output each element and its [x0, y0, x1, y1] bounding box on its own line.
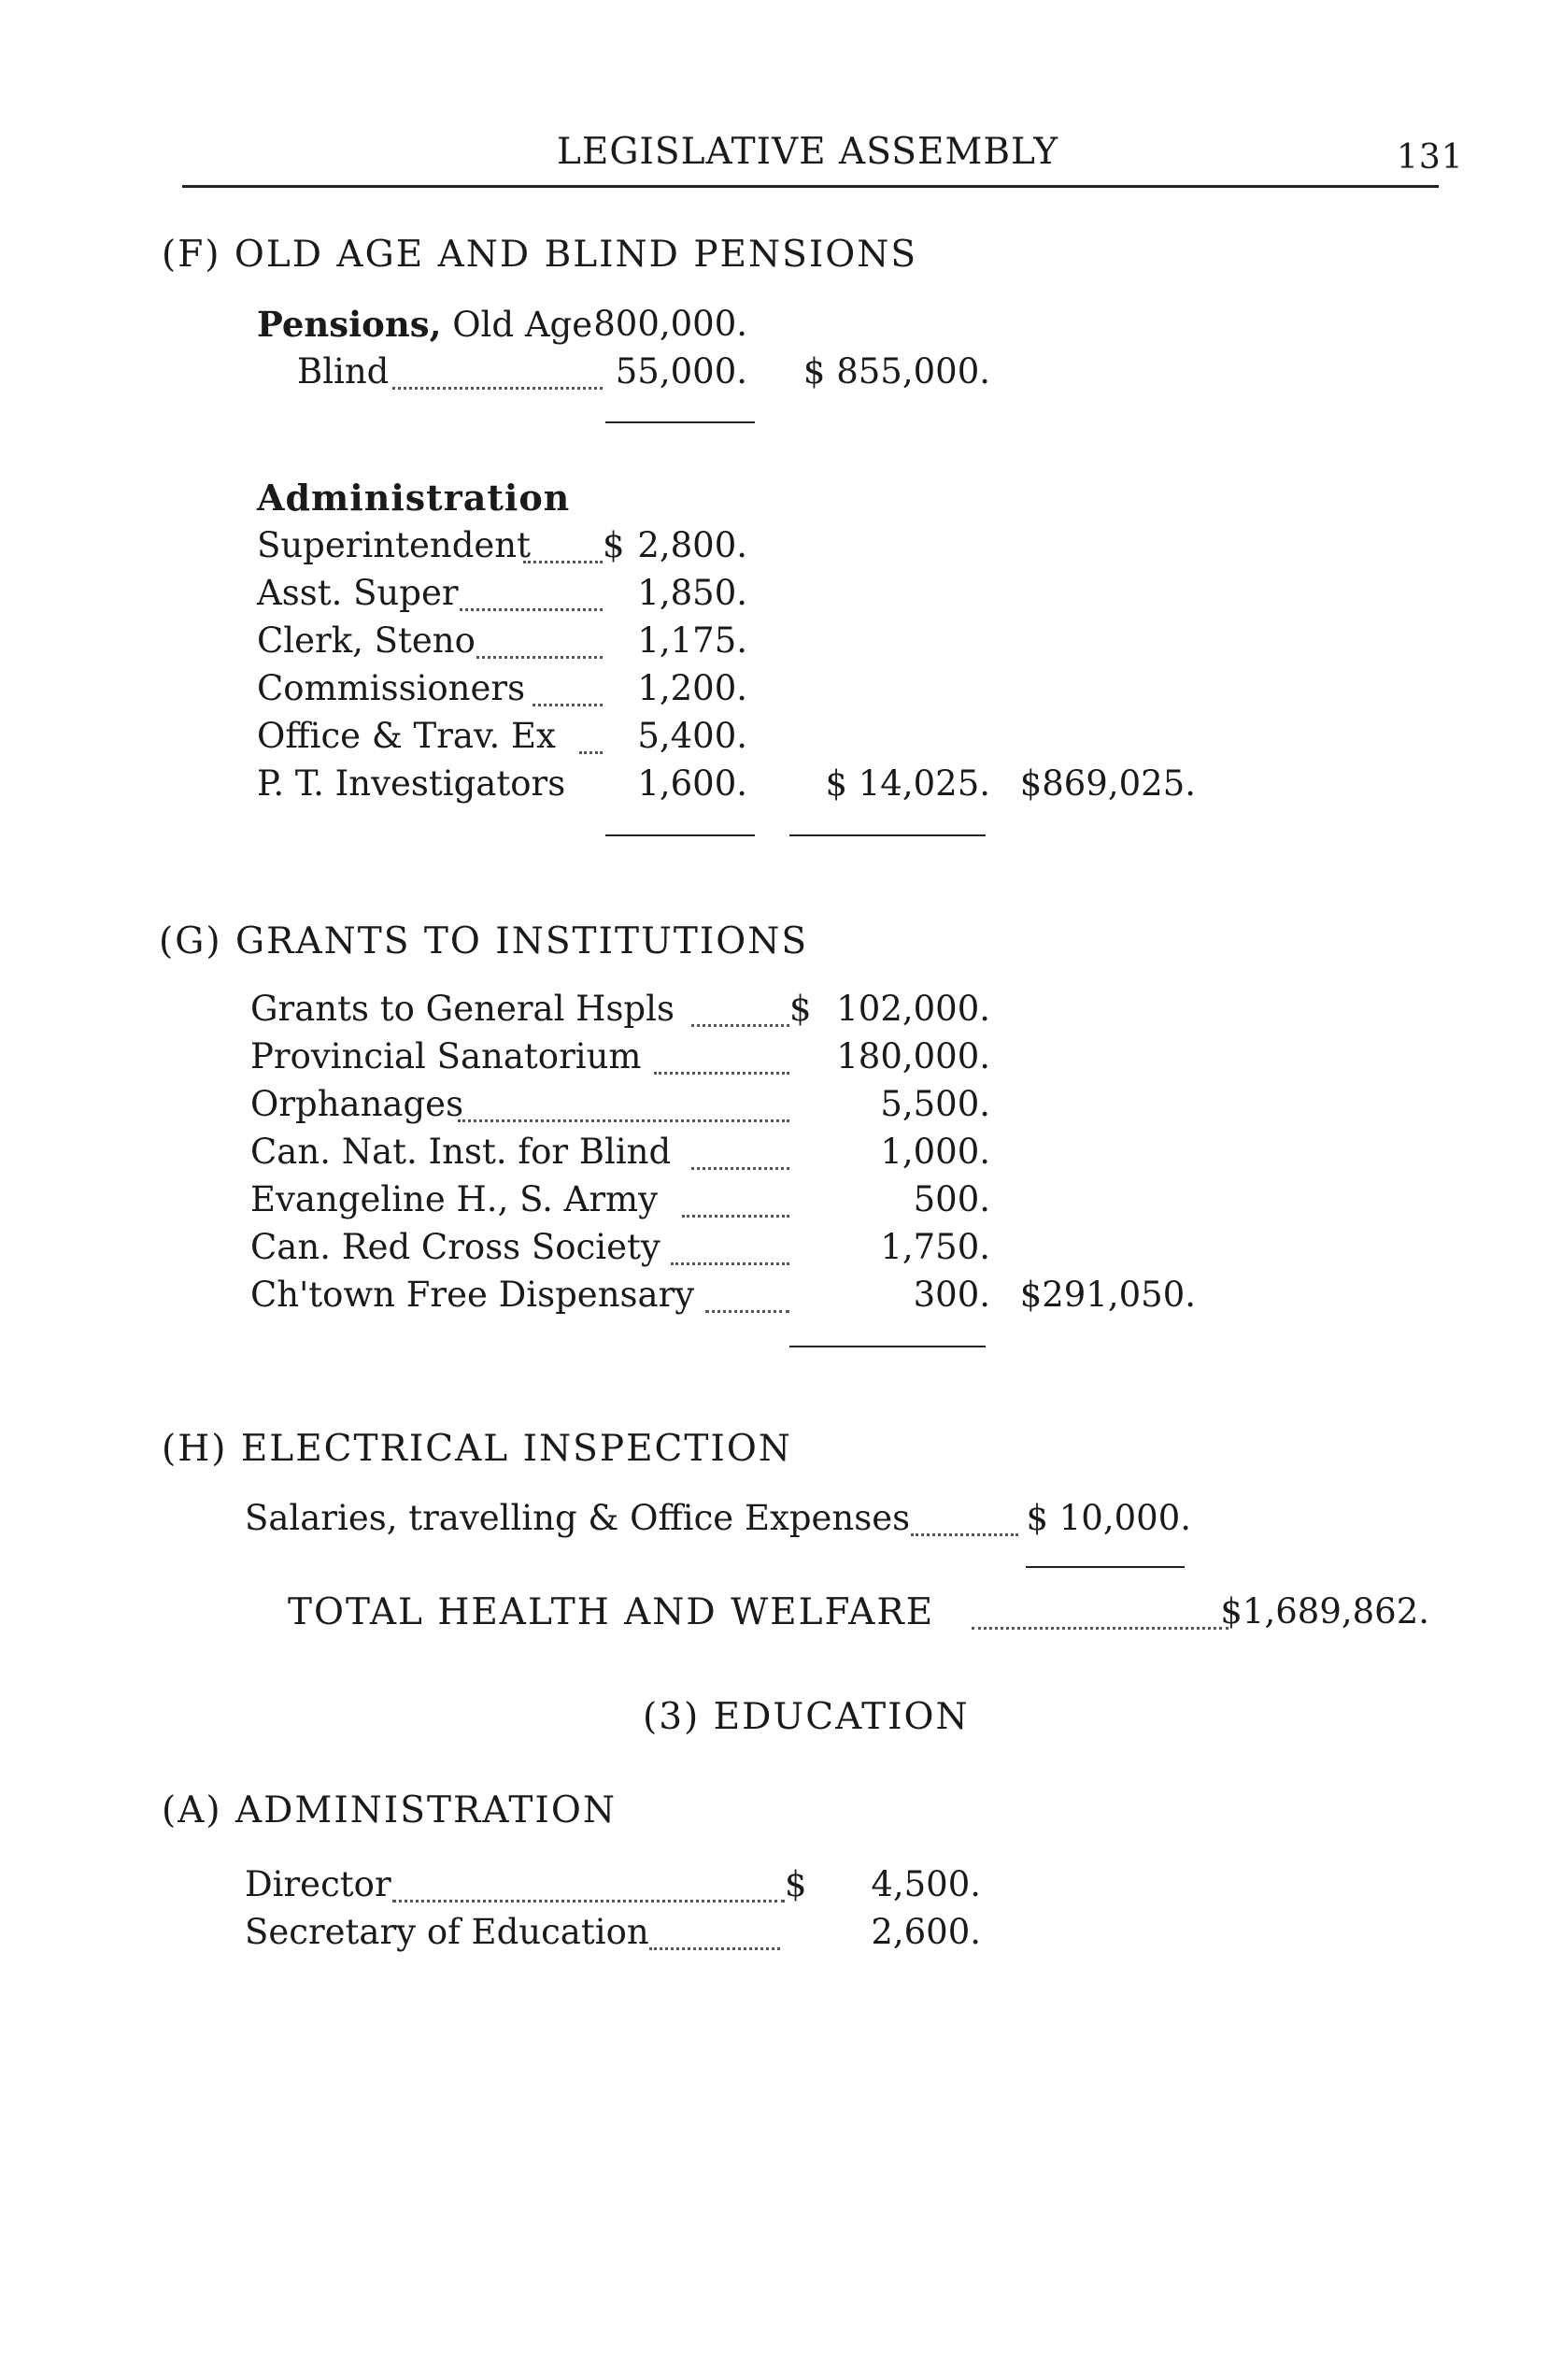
rule — [1026, 1566, 1185, 1568]
grant-item-amount: 300. — [913, 1275, 990, 1315]
section-h-heading: (H) ELECTRICAL INSPECTION — [162, 1428, 792, 1470]
header-rule — [182, 185, 1439, 188]
administration-heading: Administration — [257, 477, 571, 519]
dollar-sign: $ — [789, 989, 812, 1029]
admin-item-amount: 1,600. — [637, 763, 747, 804]
grant-item-label: Provincial Sanatorium — [250, 1036, 642, 1076]
leader-dots — [654, 1072, 789, 1075]
admin-item-amount: 5,400. — [637, 716, 747, 756]
education-item-label: Secretary of Education — [245, 1912, 649, 1952]
section-f-total: $869,025. — [1019, 763, 1196, 804]
leader-dots — [705, 1310, 789, 1313]
pensions-label: Pensions, — [257, 304, 442, 345]
admin-item-label: Superintendent — [257, 525, 531, 565]
pensions-row — [257, 304, 592, 345]
electrical-item-label: Salaries, travelling & Office Expenses — [245, 1498, 911, 1538]
leader-dots — [458, 1119, 789, 1122]
grant-item-amount: 5,500. — [880, 1084, 990, 1124]
old-age-amount: 800,000. — [593, 304, 747, 344]
pensions-total: $ 855,000. — [802, 351, 990, 392]
rule — [789, 834, 986, 836]
leader-dots — [649, 1947, 780, 1950]
leader-dots — [671, 1262, 789, 1265]
admin-item-label: Office & Trav. Ex — [257, 716, 556, 756]
leader-dots — [972, 1627, 1228, 1630]
blind-label: Blind — [297, 351, 390, 392]
admin-item-amount: 1,200. — [637, 668, 747, 708]
leader-dots — [691, 1024, 789, 1027]
rule — [605, 421, 755, 423]
admin-item-label: Asst. Super — [257, 573, 459, 613]
admin-subtotal: $ 14,025. — [825, 763, 990, 804]
grant-item-label: Evangeline H., S. Army — [250, 1179, 659, 1219]
total-amount: $1,689,862. — [1220, 1591, 1429, 1632]
grant-item-label: Can. Red Cross Society — [250, 1227, 660, 1267]
leader-dots — [682, 1215, 789, 1218]
admin-item-label: P. T. Investigators — [257, 763, 566, 804]
education-heading: (3) EDUCATION — [643, 1696, 970, 1738]
section-f-heading: (F) OLD AGE AND BLIND PENSIONS — [162, 234, 918, 276]
grant-item-label: Ch'town Free Dispensary — [250, 1275, 695, 1315]
dollar-sign: $ — [603, 525, 625, 565]
leader-dots — [392, 1900, 785, 1903]
electrical-item-amount: $ 10,000. — [1026, 1498, 1191, 1538]
blind-amount: 55,000. — [615, 351, 747, 392]
section-g-total: $291,050. — [1019, 1275, 1196, 1315]
grant-item-amount: 1,750. — [880, 1227, 990, 1267]
rule — [789, 1346, 986, 1347]
old-age-label: Old Age — [452, 305, 593, 345]
admin-item-label: Clerk, Steno — [257, 620, 476, 661]
dollar-sign: $ — [785, 1864, 807, 1904]
admin-item-amount: 2,800. — [637, 525, 747, 565]
running-header-title: LEGISLATIVE ASSEMBLY — [557, 131, 1059, 173]
education-item-amount: 2,600. — [871, 1912, 981, 1952]
admin-item-amount: 1,850. — [637, 573, 747, 613]
admin-item-label: Commissioners — [257, 668, 526, 708]
grant-item-label: Can. Nat. Inst. for Blind — [250, 1132, 672, 1172]
grant-item-label: Grants to General Hspls — [250, 989, 675, 1029]
leader-dots — [691, 1167, 789, 1170]
grant-item-amount: 102,000. — [836, 989, 990, 1029]
grant-item-label: Orphanages — [250, 1084, 464, 1124]
page-number: 131 — [1397, 138, 1464, 177]
education-item-amount: 4,500. — [871, 1864, 981, 1904]
total-label: TOTAL HEALTH AND WELFARE — [288, 1591, 935, 1633]
education-item-label: Director — [245, 1864, 391, 1904]
grant-item-amount: 180,000. — [836, 1036, 990, 1076]
section-g-heading: (G) GRANTS TO INSTITUTIONS — [159, 920, 809, 962]
grant-item-amount: 1,000. — [880, 1132, 990, 1172]
education-sub-heading: (A) ADMINISTRATION — [162, 1789, 617, 1831]
rule — [605, 834, 755, 836]
grant-item-amount: 500. — [913, 1179, 990, 1219]
admin-item-amount: 1,175. — [637, 620, 747, 661]
